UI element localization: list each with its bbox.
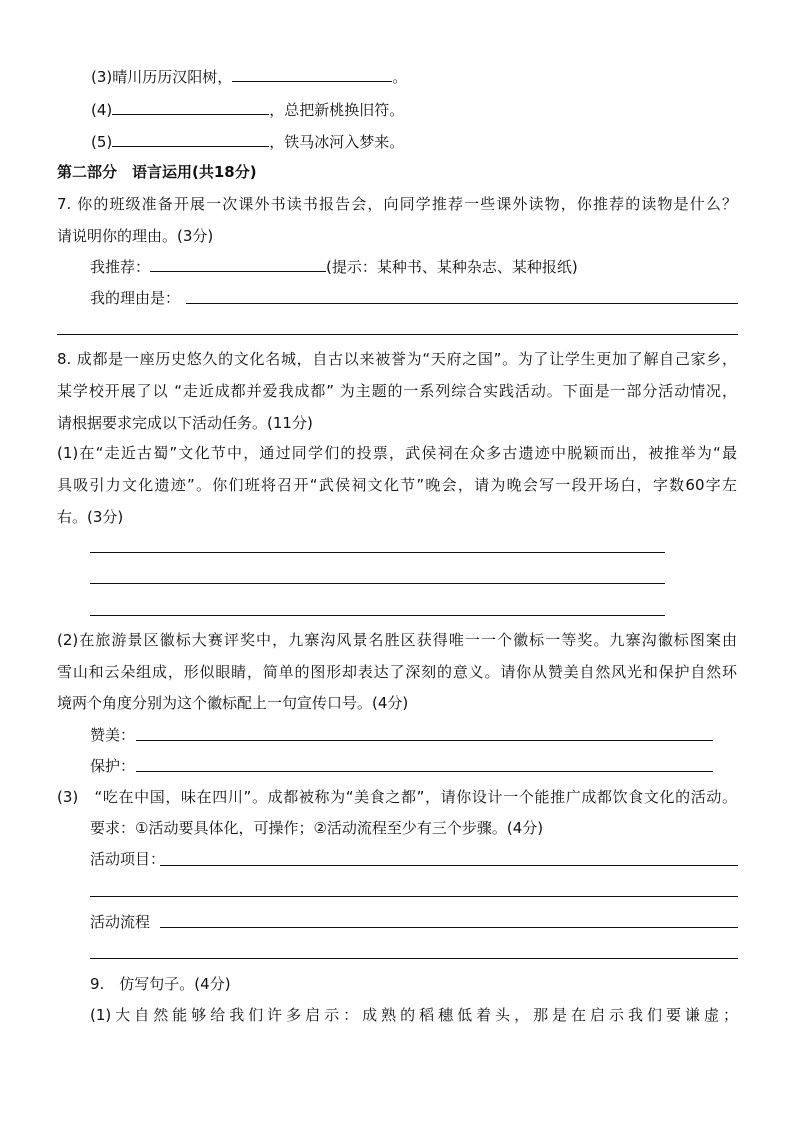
q8-prompt-line-1: 8. 成都是一座历史悠久的文化名城，自古以来被誉为“天府之国”。为了让学生更加了解自己家乡， [57, 350, 737, 368]
process-label: 活动流程 [90, 913, 151, 931]
answer-blank[interactable] [112, 99, 269, 115]
item-number: (3) [91, 68, 113, 86]
q9-title: 9. 仿写句子。(4分) [90, 975, 231, 993]
poetry-line-5 [91, 131, 404, 151]
q8-part2-line-1: (2)在旅游景区徽标大赛评奖中，九寨沟风景名胜区获得唯一一个徽标一等奖。九寨沟徽标图案由 [57, 631, 737, 649]
poetry-text: ，铁马冰河入梦来。 [269, 133, 405, 151]
recommend-hint: (提示：某种书、某种杂志、某种报纸) [326, 258, 578, 276]
q8-part1-answer-line-3[interactable] [90, 615, 665, 616]
q8-part1-line-2: 具吸引力文化遗迹”。你们班将召开“武侯祠文化节”晚会，请为晚会写一段开场白，字数60字左 [57, 476, 737, 494]
q8-part1-answer-line-1[interactable] [90, 552, 665, 553]
poetry-text: 晴川历历汉阳树， [112, 68, 233, 86]
q8-part2-line-3: 境两个角度分别为这个徽标配上一句宣传口号。(4分) [57, 694, 409, 712]
process-answer-line-2[interactable] [90, 958, 738, 959]
poetry-text: ，总把新桃换旧符。 [269, 101, 405, 119]
item-number: (5) [91, 133, 113, 151]
q7-prompt-line-2: 请说明你的理由。(3分) [57, 227, 214, 245]
q7-recommend-row [90, 256, 578, 276]
item-number: (4) [91, 101, 113, 119]
q7-reason-label: 我的理由是： [90, 289, 181, 307]
project-answer-line-1[interactable] [160, 865, 738, 866]
poetry-line-3 [91, 66, 407, 86]
q7-reason-line-2[interactable] [57, 334, 738, 335]
project-answer-line-2[interactable] [90, 896, 738, 897]
section-title: 第二部分 语言运用(共18分) [57, 163, 257, 181]
q8-part1-line-1: (1)在“走近古蜀”文化节中，通过同学们的投票，武侯祠在众多古遗迹中脱颖而出，被推举为“最 [57, 444, 737, 462]
q8-part1-answer-line-2[interactable] [90, 583, 665, 584]
recommend-label: 我推荐： [90, 258, 151, 276]
answer-blank[interactable] [112, 131, 269, 147]
process-answer-line-1[interactable] [160, 927, 738, 928]
project-label: 活动项目： [90, 850, 166, 868]
protect-answer-line[interactable] [136, 771, 713, 772]
q8-part3-line-2: 要求：①活动要具体化，可操作；②活动流程至少有三个步骤。(4分) [90, 819, 544, 837]
q8-part3-line-1: (3) “吃在中国，味在四川”。成都被称为“美食之都”，请你设计一个能推广成都饮食文化的活动。 [57, 788, 737, 806]
q8-prompt-line-3: 请根据要求完成以下活动任务。(11分) [57, 414, 313, 432]
poetry-text-end: 。 [392, 68, 408, 86]
recommend-blank[interactable] [150, 256, 326, 272]
q8-prompt-line-2: 某学校开展了以 “走近成都并爱我成都” 为主题的一系列综合实践活动。下面是一部分活动情况， [57, 382, 737, 400]
q9-sentence-1: (1)大自然能够给我们许多启示：成熟的稻穗低着头，那是在启示我们要谦虚； [90, 1006, 738, 1024]
q7-prompt-line-1: 7. 你的班级准备开展一次课外书读书报告会，向同学推荐一些课外读物，你推荐的读物是什么？ [57, 195, 737, 213]
poetry-line-4 [91, 99, 404, 119]
q7-reason-line-1[interactable] [186, 303, 738, 304]
q8-part1-line-3: 右。(3分) [57, 508, 124, 526]
praise-answer-line[interactable] [136, 740, 713, 741]
protect-label: 保护： [90, 757, 136, 775]
praise-label: 赞美： [90, 726, 136, 744]
answer-blank[interactable] [232, 66, 392, 82]
q8-part2-line-2: 雪山和云朵组成，形似眼睛，简单的图形却表达了深刻的意义。请你从赞美自然风光和保护自然环 [57, 663, 737, 681]
